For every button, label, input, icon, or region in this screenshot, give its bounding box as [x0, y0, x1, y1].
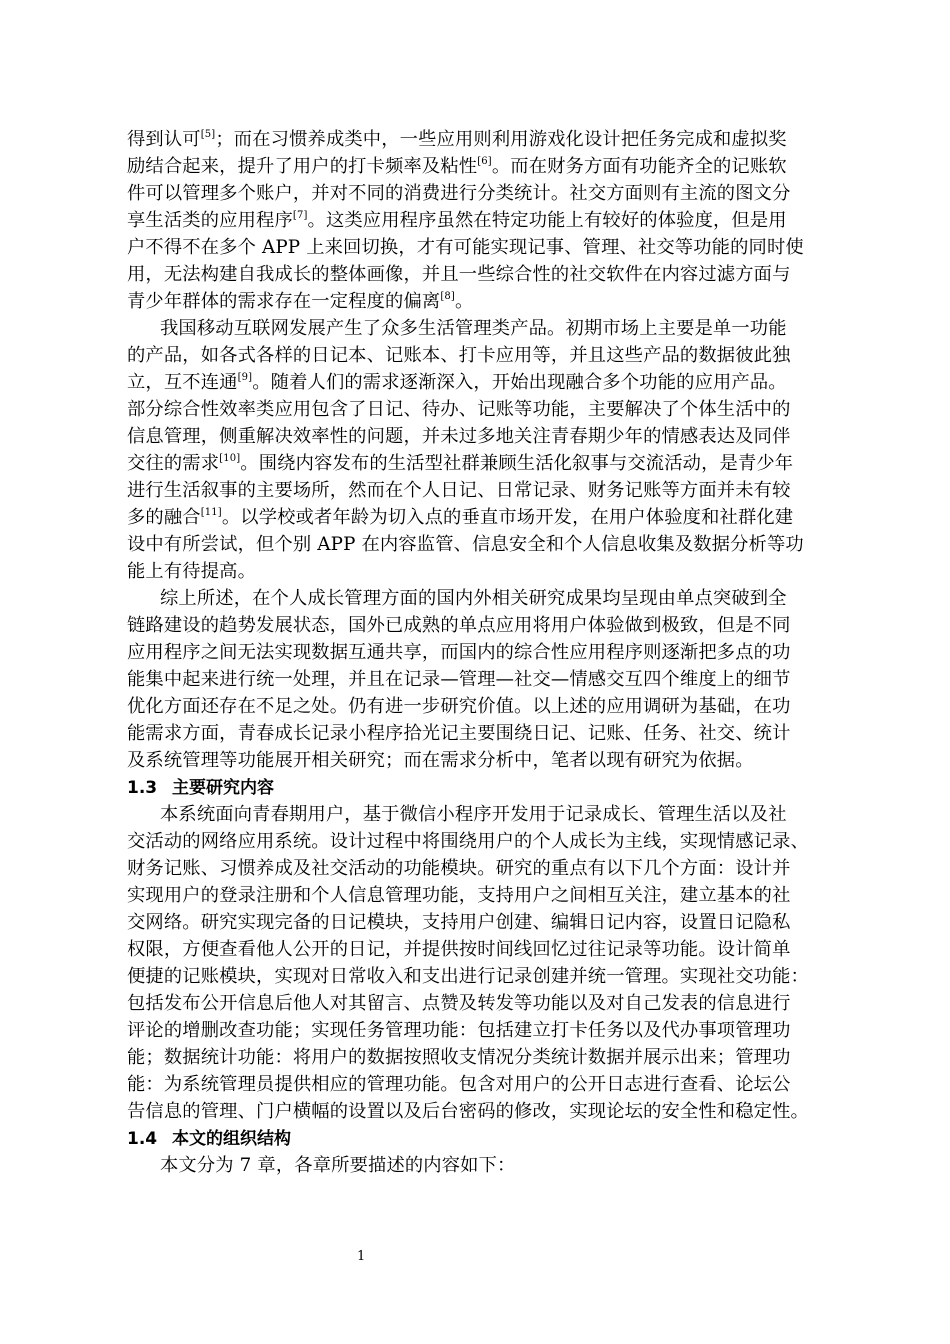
citation-marker: [9]: [237, 372, 253, 383]
text-line: 交网络。研究实现完备的日记模块，支持用户创建、编辑日记内容，设置日记隐私: [127, 912, 791, 933]
text-line: 设中有所尝试，但个别 APP 在内容监管、信息安全和个人信息收集及数据分析等功: [127, 534, 804, 555]
text-line: 便捷的记账模块，实现对日常收入和支出进行记录创建并统一管理。实现社交功能：: [127, 966, 809, 987]
page-number: 1: [357, 1249, 366, 1264]
text-line: 能：为系统管理员提供相应的管理功能。包含对用户的公开日志进行查看、论坛公: [127, 1074, 791, 1095]
text-line: 链路建设的趋势发展状态，国外已成熟的单点应用将用户体验做到极致，但是不同: [127, 615, 791, 636]
text-line: 本系统面向青春期用户，基于微信小程序开发用于记录成长、管理生活以及社: [160, 804, 787, 825]
citation-marker: [7]: [292, 210, 308, 221]
text-line: 能集中起来进行统一处理，并且在记录—管理—社交—情感交互四个维度上的细节: [127, 669, 791, 690]
text-line: 青少年群体的需求存在一定程度的偏离[8]。: [127, 291, 474, 312]
section-title: 主要研究内容: [172, 778, 274, 798]
text-line: 交往的需求[10]。围绕内容发布的生活型社群兼顾生活化叙事与交流活动，是青少年: [127, 453, 794, 474]
text-line: 评论的增删改查功能；实现任务管理功能：包括建立打卡任务以及代办事项管理功: [127, 1020, 791, 1041]
text-line: 告信息的管理、门户横幅的设置以及后台密码的修改，实现论坛的安全性和稳定性。: [127, 1101, 809, 1122]
citation-marker: [11]: [200, 507, 222, 518]
text-line: 能需求方面，青春成长记录小程序拾光记主要围绕日记、记账、任务、社交、统计: [127, 723, 791, 744]
text-line: 得到认可[5]；而在习惯养成类中，一些应用则利用游戏化设计把任务完成和虚拟奖: [127, 129, 787, 150]
section-number: 1.3: [127, 778, 158, 798]
text-line: 实现用户的登录注册和个人信息管理功能，支持用户之间相互关注，建立基本的社: [127, 885, 791, 906]
text-line: 件可以管理多个账户，并对不同的消费进行分类统计。社交方面则有主流的图文分: [127, 183, 791, 204]
text-line: 我国移动互联网发展产生了众多生活管理类产品。初期市场上主要是单一功能: [160, 318, 787, 339]
text-line: 本文分为 7 章，各章所要描述的内容如下：: [160, 1155, 516, 1176]
text-line: 能；数据统计功能：将用户的数据按照收支情况分类统计数据并展示出来；管理功: [127, 1047, 791, 1068]
citation-marker: [8]: [440, 291, 455, 302]
text-line: 交活动的网络应用系统。设计过程中将围绕用户的个人成长为主线，实现情感记录、: [127, 831, 809, 852]
text-line: 包括发布公开信息后他人对其留言、点赞及转发等功能以及对自己发表的信息进行: [127, 993, 791, 1014]
text-line: 信息管理，侧重解决效率性的问题，并未过多地关注青春期少年的情感表达及同伴: [127, 426, 791, 447]
text-line: 综上所述，在个人成长管理方面的国内外相关研究成果均呈现由单点突破到全: [160, 588, 787, 609]
text-line: 权限，方便查看他人公开的日记，并提供按时间线回忆过往记录等功能。设计简单: [127, 939, 791, 960]
text-line: 立，互不连通[9]。随着人们的需求逐渐深入，开始出现融合多个功能的应用产品。: [127, 372, 787, 393]
text-line: 进行生活叙事的主要场所，然而在个人日记、日常记录、财务记账等方面并未有较: [127, 480, 791, 501]
text-line: 及系统管理等功能展开相关研究；而在需求分析中，笔者以现有研究为依据。: [127, 750, 754, 771]
text-line: 部分综合性效率类应用包含了日记、待办、记账等功能，主要解决了个体生活中的: [127, 399, 791, 420]
section-title: 本文的组织结构: [172, 1129, 291, 1149]
section-heading: [127, 1126, 291, 1152]
text-line: 能上有待提高。: [127, 561, 257, 582]
text-line: 多的融合[11]。以学校或者年龄为切入点的垂直市场开发，在用户体验度和社群化建: [127, 507, 794, 528]
text-line: 优化方面还存在不足之处。仍有进一步研究价值。以上述的应用调研为基础，在功: [127, 696, 791, 717]
text-line: 财务记账、习惯养成及社交活动的功能模块。研究的重点有以下几个方面：设计并: [127, 858, 791, 879]
text-line: 励结合起来，提升了用户的打卡频率及粘性[6]。而在财务方面有功能齐全的记账软: [127, 156, 787, 177]
text-line: 享生活类的应用程序[7]。这类应用程序虽然在特定功能上有较好的体验度，但是用: [127, 210, 787, 231]
text-line: 户不得不在多个 APP 上来回切换，才有可能实现记事、管理、社交等功能的同时使: [127, 237, 804, 258]
section-number: 1.4: [127, 1129, 158, 1149]
citation-marker: [6]: [477, 156, 492, 167]
text-line: 的产品，如各式各样的日记本、记账本、打卡应用等，并且这些产品的数据彼此独: [127, 345, 791, 366]
text-line: 应用程序之间无法实现数据互通共享，而国内的综合性应用程序则逐渐把多点的功: [127, 642, 791, 663]
section-heading: [127, 775, 274, 801]
citation-marker: [10]: [219, 453, 241, 464]
text-line: 用，无法构建自我成长的整体画像，并且一些综合性的社交软件在内容过滤方面与: [127, 264, 791, 285]
citation-marker: [5]: [200, 129, 216, 140]
